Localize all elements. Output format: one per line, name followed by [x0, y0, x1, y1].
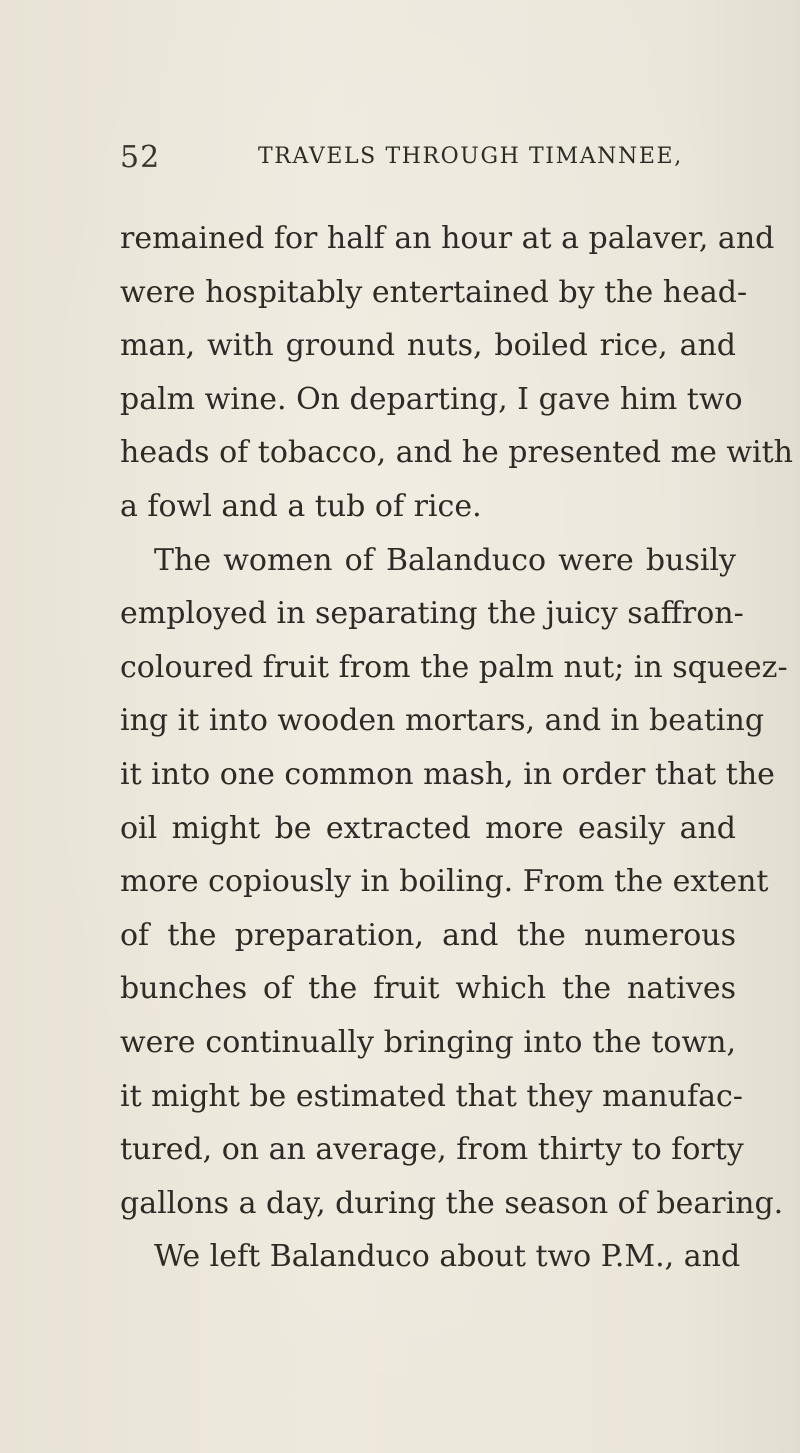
text-line: remained for half an hour at a palaver, and	[120, 221, 775, 256]
text-line: palm wine. On departing, I gave him two	[120, 381, 743, 417]
text-line: bunches of the fruit which the natives	[120, 971, 736, 1007]
text-line: coloured fruit from the palm nut; in squeez-	[120, 649, 788, 685]
text-line: oil might be extracted more easily and	[120, 810, 736, 846]
text-line: were hospitably entertained by the head-	[120, 274, 748, 310]
body-text	[120, 212, 794, 1284]
text-line: man, with ground nuts, boiled rice, and	[120, 328, 736, 364]
text-line: employed in separating the juicy saffron-	[120, 596, 744, 632]
text-line: it into one common mash, in order that the	[120, 756, 775, 792]
paragraph-end-line: a fowl and a tub of rice.	[120, 488, 482, 524]
page-header	[120, 140, 740, 180]
page-number: 52	[120, 140, 161, 175]
text-line: more copiously in boiling. From the extent	[120, 864, 769, 900]
text-line: were continually bringing into the town,	[120, 1024, 736, 1060]
running-head: TRAVELS THROUGH TIMANNEE,	[258, 144, 683, 169]
text-line: it might be estimated that they manufac-	[120, 1078, 743, 1114]
text-line: of the preparation, and the numerous	[120, 917, 736, 953]
text-line: gallons a day, during the season of bearing.	[120, 1185, 784, 1221]
text-line: heads of tobacco, and he presented me with	[120, 435, 794, 471]
text-line: ing it into wooden mortars, and in beating	[120, 703, 765, 739]
paragraph-start-line: The women of Balanduco were busily	[154, 542, 736, 578]
text-line: tured, on an average, from thirty to forty	[120, 1132, 744, 1168]
paragraph-start-line: We left Balanduco about two P.M., and	[154, 1239, 741, 1275]
